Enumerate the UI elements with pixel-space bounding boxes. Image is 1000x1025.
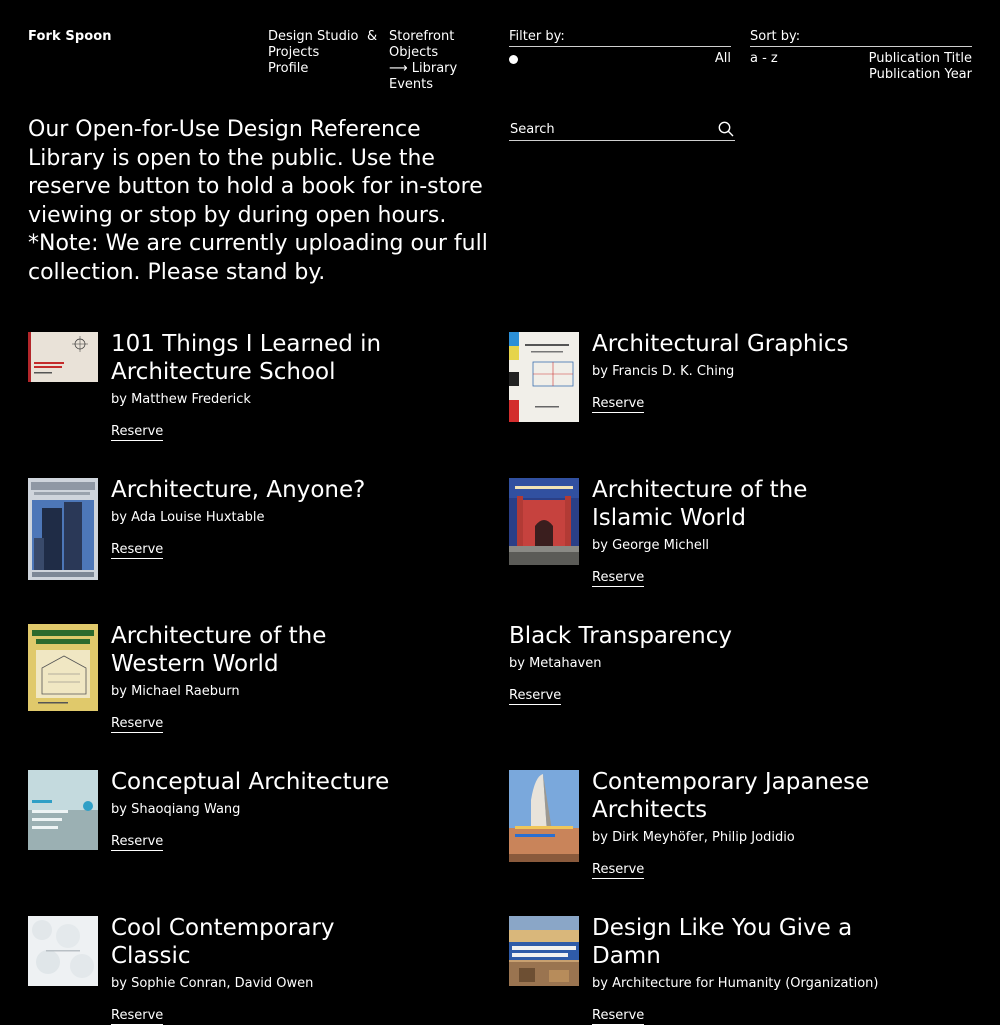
sort-label: Sort by: xyxy=(750,29,972,47)
search-bar xyxy=(509,118,735,141)
filter-control xyxy=(509,29,731,67)
book-title[interactable]: Cool Contemporary Classic xyxy=(111,915,335,969)
nav-events[interactable]: Events xyxy=(389,77,434,92)
nav-objects[interactable]: Objects xyxy=(389,45,439,60)
book-cover-image[interactable] xyxy=(28,770,98,850)
search-input[interactable] xyxy=(509,122,699,137)
sort-publication-title[interactable]: Publication Title xyxy=(868,51,972,66)
filter-value-all[interactable]: All xyxy=(714,51,731,66)
book-title[interactable]: Architectural Graphics xyxy=(592,331,849,357)
reserve-button[interactable]: Reserve xyxy=(592,1008,645,1023)
book-author: by Dirk Meyhöfer, Philip Jodidio xyxy=(592,830,795,845)
main-nav-left xyxy=(268,29,358,77)
book-cover-image[interactable] xyxy=(509,332,579,422)
nav-design-studio[interactable]: Design Studio xyxy=(268,29,359,44)
reserve-button[interactable]: Reserve xyxy=(509,688,562,703)
book-title[interactable]: 101 Things I Learned in Architecture School xyxy=(111,331,382,385)
book-author: by Francis D. K. Ching xyxy=(592,364,735,379)
book-cover-image[interactable] xyxy=(28,916,98,986)
reserve-button[interactable]: Reserve xyxy=(592,570,645,585)
book-author: by Shaoqiang Wang xyxy=(111,802,241,817)
book-title[interactable]: Architecture, Anyone? xyxy=(111,477,366,503)
book-author: by Michael Raeburn xyxy=(111,684,240,699)
sort-publication-year[interactable]: Publication Year xyxy=(869,67,972,82)
nav-profile[interactable]: Profile xyxy=(268,61,309,76)
main-nav-right xyxy=(389,29,457,93)
site-logo[interactable]: Fork Spoon xyxy=(28,29,112,44)
book-cover-image[interactable] xyxy=(509,916,579,986)
reserve-button[interactable]: Reserve xyxy=(592,396,645,411)
book-author: by Matthew Frederick xyxy=(111,392,251,407)
book-author: by Ada Louise Huxtable xyxy=(111,510,265,525)
sort-a-z[interactable]: a - z xyxy=(750,51,778,66)
book-cover-image[interactable] xyxy=(509,478,579,565)
book-title[interactable]: Conceptual Architecture xyxy=(111,769,390,795)
book-title[interactable]: Black Transparency xyxy=(509,623,732,649)
book-title[interactable]: Design Like You Give a Damn xyxy=(592,915,853,969)
library-intro-text: Our Open-for-Use Design Reference Library is open to the public. Use the reserve button to hold a book for in-store viewing or stop by during open hours. *Note: We are currently uploading our full collection. Please stand by. xyxy=(28,117,488,285)
search-icon[interactable] xyxy=(717,120,735,138)
reserve-button[interactable]: Reserve xyxy=(111,716,164,731)
reserve-button[interactable]: Reserve xyxy=(111,424,164,439)
book-cover-image[interactable] xyxy=(509,770,579,862)
nav-projects[interactable]: Projects xyxy=(268,45,320,60)
reserve-button[interactable]: Reserve xyxy=(111,834,164,849)
book-title[interactable]: Contemporary Japanese Architects xyxy=(592,769,870,823)
book-author: by Metahaven xyxy=(509,656,602,671)
book-cover-image[interactable] xyxy=(28,332,98,382)
book-title[interactable]: Architecture of the Western World xyxy=(111,623,327,677)
sort-control xyxy=(750,29,972,83)
book-author: by Sophie Conran, David Owen xyxy=(111,976,314,991)
reserve-button[interactable]: Reserve xyxy=(111,1008,164,1023)
book-author: by Architecture for Humanity (Organization) xyxy=(592,976,879,991)
nav-library[interactable]: ⟶ Library xyxy=(389,61,458,76)
filter-slider-handle[interactable] xyxy=(509,55,518,64)
reserve-button[interactable]: Reserve xyxy=(592,862,645,877)
book-author: by George Michell xyxy=(592,538,710,553)
book-cover-image[interactable] xyxy=(28,478,98,580)
filter-label: Filter by: xyxy=(509,29,731,47)
book-cover-image[interactable] xyxy=(28,624,98,711)
nav-ampersand: & xyxy=(367,29,378,44)
reserve-button[interactable]: Reserve xyxy=(111,542,164,557)
nav-storefront[interactable]: Storefront xyxy=(389,29,455,44)
book-title[interactable]: Architecture of the Islamic World xyxy=(592,477,808,531)
